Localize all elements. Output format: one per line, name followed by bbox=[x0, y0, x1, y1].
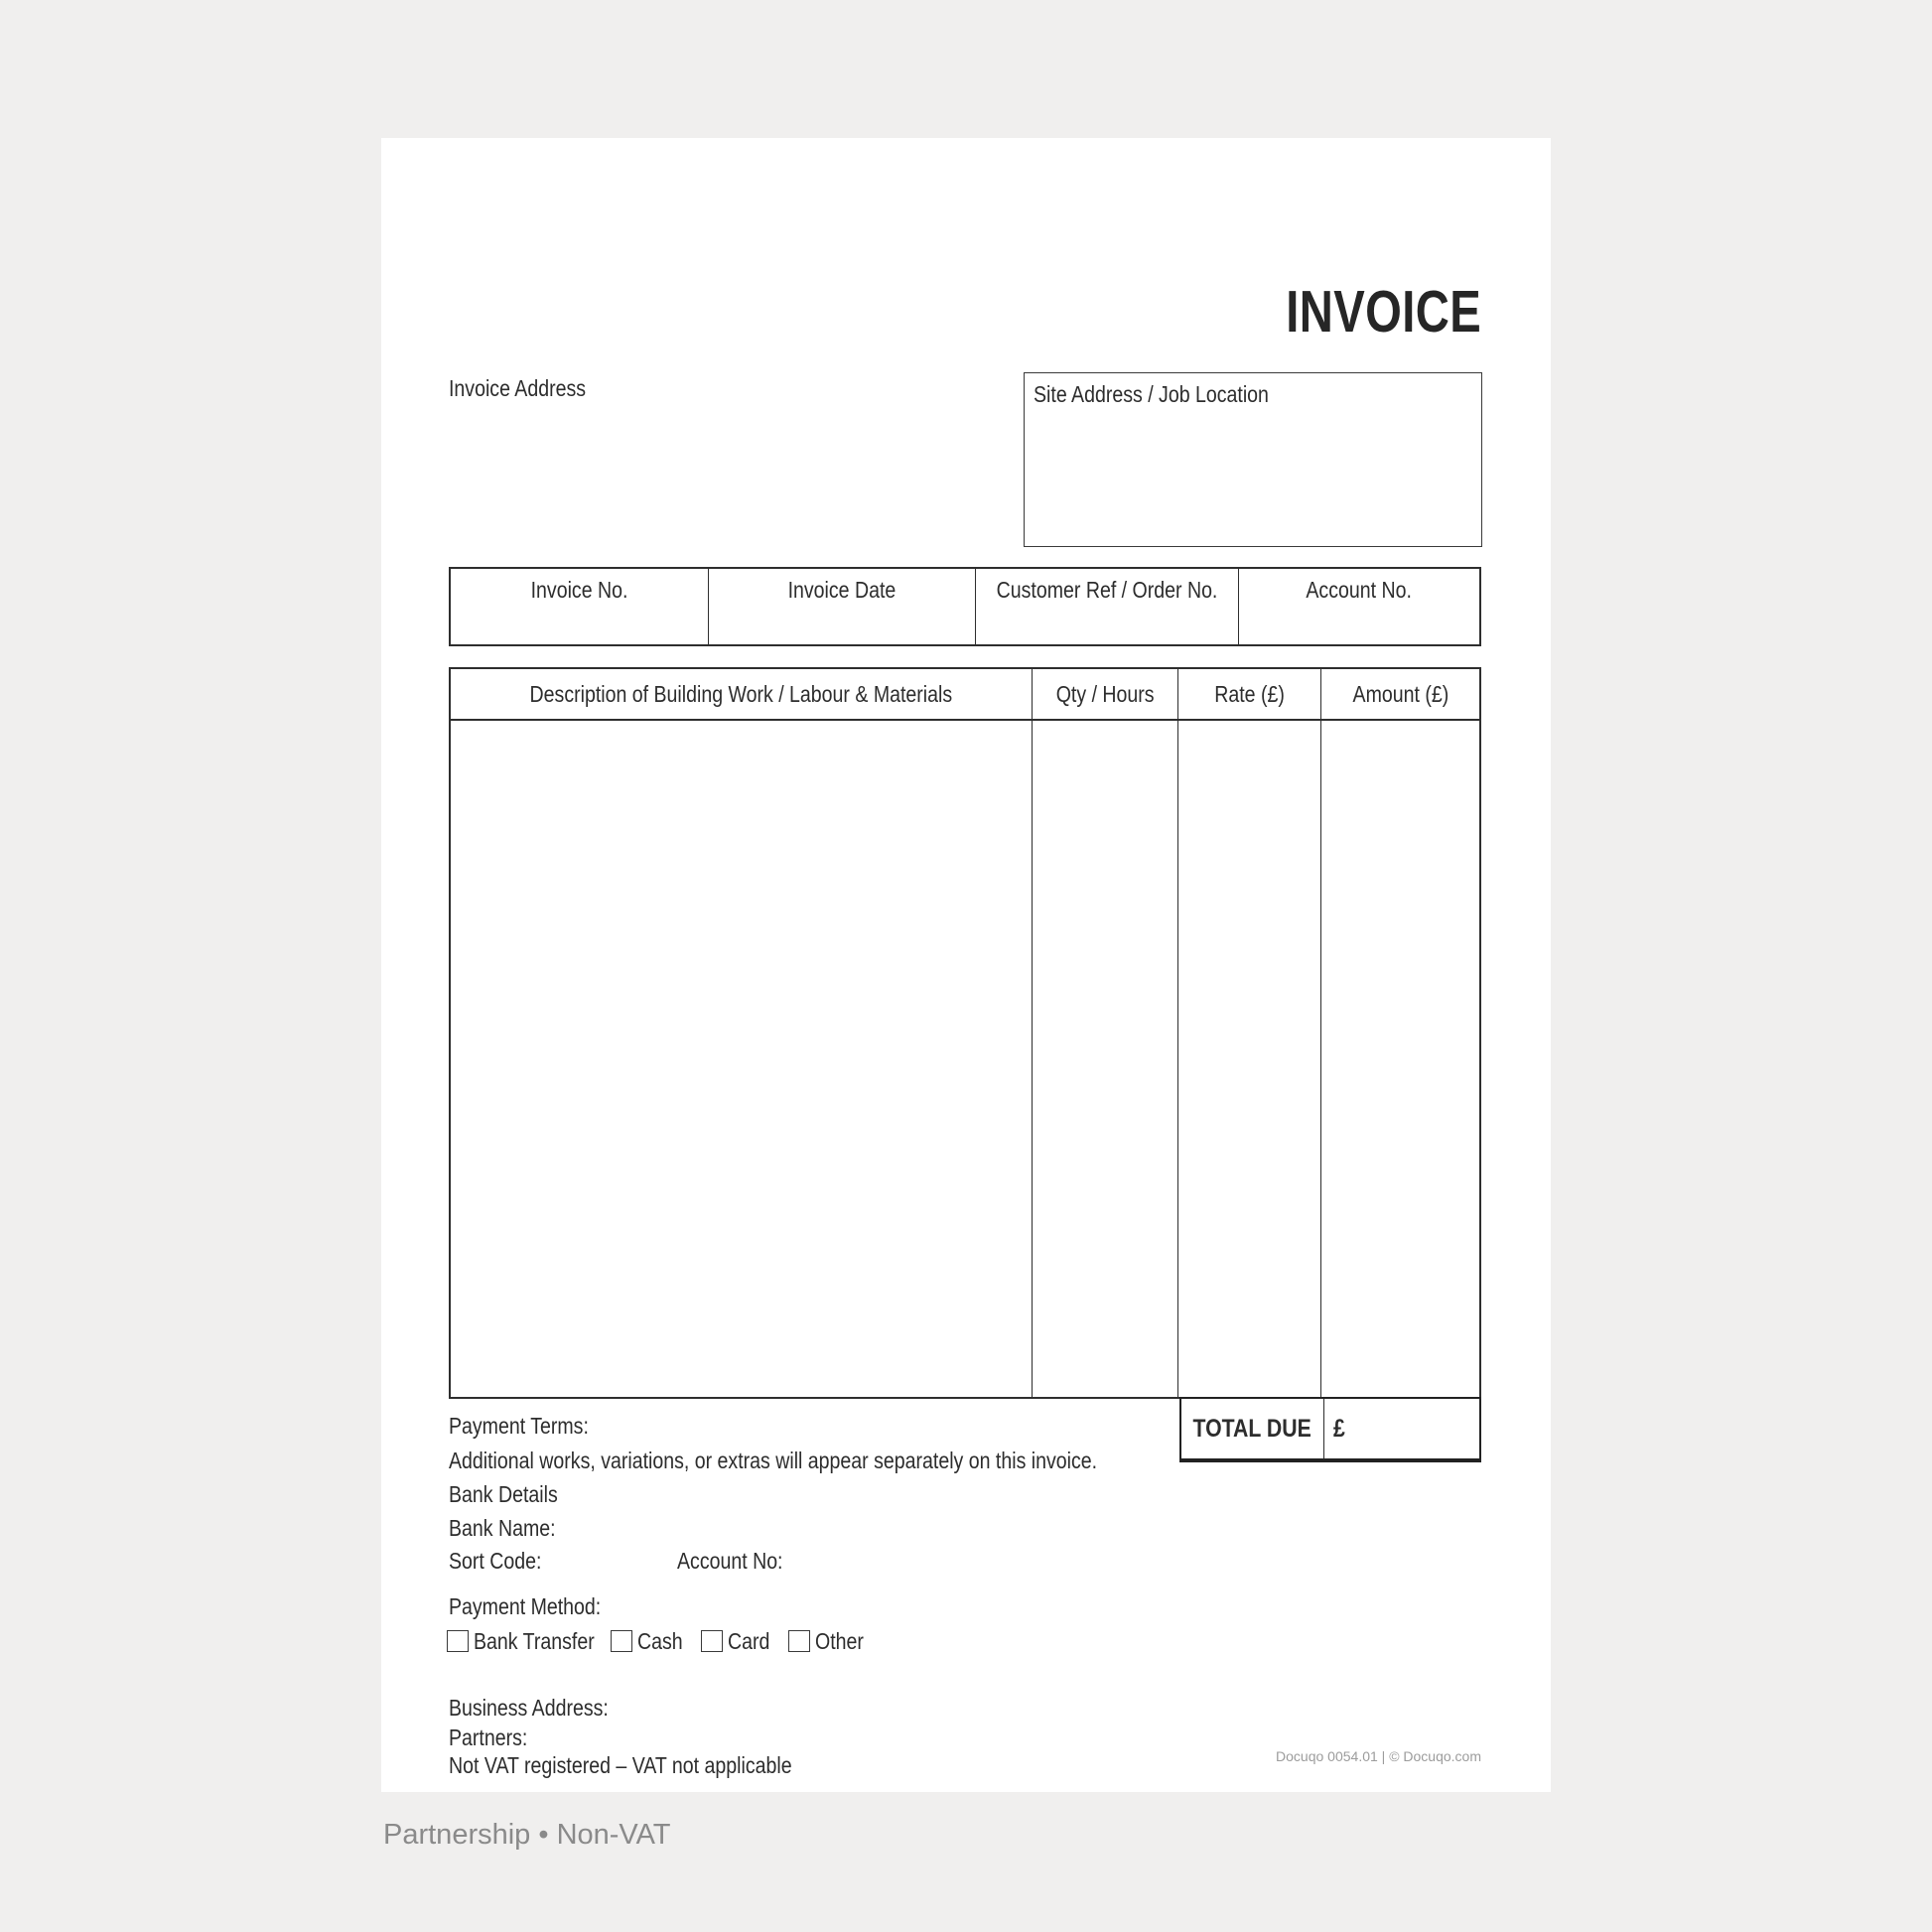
invoice-page bbox=[381, 138, 1551, 1792]
account-no-cell[interactable] bbox=[1238, 569, 1479, 644]
cash-checkbox[interactable] bbox=[611, 1630, 632, 1652]
sort-code-row bbox=[449, 1547, 1481, 1575]
business-address-label: Business Address: bbox=[449, 1695, 609, 1721]
total-due-label: TOTAL DUE bbox=[1192, 1414, 1311, 1443]
items-table-body bbox=[451, 721, 1479, 1397]
sort-code-label: Sort Code: bbox=[449, 1548, 542, 1574]
account-no-header: Account No. bbox=[1306, 577, 1413, 603]
bank-name-label: Bank Name: bbox=[449, 1515, 556, 1541]
payment-method-bank-transfer bbox=[447, 1626, 616, 1656]
amount-input-area[interactable] bbox=[1320, 721, 1479, 1397]
qty-hours-input-area[interactable] bbox=[1032, 721, 1177, 1397]
partners-label: Partners: bbox=[449, 1725, 528, 1750]
payment-method-label: Payment Method: bbox=[449, 1593, 602, 1619]
other-checkbox[interactable] bbox=[788, 1630, 810, 1652]
invoice-date-cell[interactable] bbox=[708, 569, 975, 644]
card-checkbox[interactable] bbox=[701, 1630, 723, 1652]
page-title bbox=[1237, 279, 1481, 345]
amount-column-header: Amount (£) bbox=[1320, 669, 1479, 719]
rate-column-header: Rate (£) bbox=[1177, 669, 1320, 719]
invoice-info-table bbox=[449, 567, 1481, 646]
customer-ref-cell[interactable] bbox=[975, 569, 1237, 644]
invoice-address-label: Invoice Address bbox=[449, 375, 587, 401]
site-address-box[interactable] bbox=[1024, 372, 1482, 547]
payment-method-cash bbox=[611, 1626, 691, 1656]
total-amount-input-cell[interactable] bbox=[1323, 1399, 1480, 1458]
total-due-box bbox=[1179, 1397, 1481, 1462]
description-input-area[interactable] bbox=[451, 721, 1032, 1397]
invoice-date-header: Invoice Date bbox=[787, 577, 897, 603]
invoice-no-header: Invoice No. bbox=[530, 577, 628, 603]
qty-hours-column-header: Qty / Hours bbox=[1032, 669, 1177, 719]
payment-method-card bbox=[701, 1626, 777, 1656]
cash-label: Cash bbox=[637, 1627, 683, 1654]
payment-terms-label: Payment Terms: bbox=[449, 1413, 589, 1439]
bank-transfer-label: Bank Transfer bbox=[474, 1627, 595, 1654]
vat-note: Not VAT registered – VAT not applicable bbox=[449, 1752, 792, 1778]
footer-credit: Docuqo 0054.01 | © Docuqo.com bbox=[1276, 1748, 1481, 1764]
payment-method-other bbox=[788, 1626, 873, 1656]
currency-symbol: £ bbox=[1332, 1414, 1345, 1443]
variant-caption: Partnership • Non-VAT bbox=[383, 1819, 671, 1851]
account-no-label: Account No: bbox=[677, 1548, 783, 1574]
items-table bbox=[449, 667, 1481, 1399]
other-label: Other bbox=[815, 1627, 864, 1654]
page-title-text: INVOICE bbox=[1286, 279, 1481, 345]
description-column-header: Description of Building Work / Labour & Materials bbox=[529, 680, 953, 707]
variations-note: Additional works, variations, or extras will appear separately on this invoice. bbox=[449, 1448, 1098, 1473]
bank-details-heading: Bank Details bbox=[449, 1481, 558, 1507]
invoice-no-cell[interactable] bbox=[451, 569, 708, 644]
bank-transfer-checkbox[interactable] bbox=[447, 1630, 469, 1652]
site-address-label: Site Address / Job Location bbox=[1034, 381, 1269, 407]
items-table-header-row bbox=[451, 669, 1479, 721]
card-label: Card bbox=[728, 1627, 770, 1654]
rate-input-area[interactable] bbox=[1177, 721, 1320, 1397]
customer-ref-header: Customer Ref / Order No. bbox=[996, 577, 1218, 603]
